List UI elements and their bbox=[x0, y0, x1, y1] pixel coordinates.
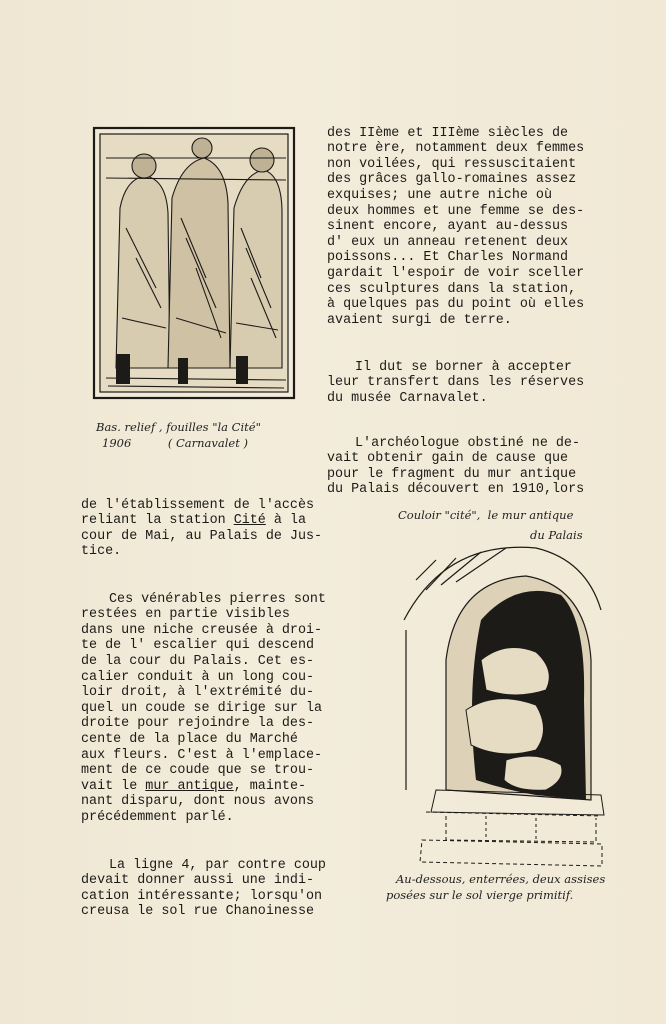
left-paragraph-2: Ces vénérables pierres sont restées en partie visibles dans une niche creusée à droi- te de l' escalier qui descend de la cour du Palais. Cet es- calier conduit à un long cou- loir droit, à l'extrémité du- quel un coude se dirige sur la droite pour rejoindre la des- cente de la place du Marché aux fleurs. C'est à l'emplace- ment de ce coude que se trou- vait le mur antique, mainte- nant disparu, dont nous avons précédemment parlé. bbox=[81, 591, 326, 825]
caption-couloir-line1: Couloir "cité", le mur antique bbox=[398, 508, 574, 522]
left-paragraph-1: de l'établissement de l'accès reliant la station Cité à la cour de Mai, au Palais de Jus- tice. bbox=[81, 497, 323, 560]
bas-relief-sketch bbox=[86, 118, 304, 416]
caption-couloir-line2: du Palais bbox=[530, 528, 583, 542]
cite-link-text: Cité bbox=[233, 513, 266, 529]
right-paragraph-3: L'archéologue obstiné ne de- vait obtenir gain de cause que pour le fragment du mur antique du Palais découvert en 1910,lors bbox=[327, 435, 585, 498]
left-paragraph-3: La ligne 4, par contre coup devait donner aussi une indi- cation intéressante; lorsqu'on creusa le sol rue Chanoinesse bbox=[81, 857, 326, 920]
couloir-mur-antique-sketch bbox=[386, 540, 616, 874]
caption-bas-relief-line2: 1906 ( Carnavalet ) bbox=[102, 436, 248, 450]
caption-assises-line2: posées sur le sol vierge primitif. bbox=[386, 888, 574, 902]
right-paragraph-2: Il dut se borner à accepter leur transfert dans les réserves du musée Carnavalet. bbox=[327, 359, 585, 406]
caption-assises-line1: Au-dessous, enterrées, deux assises bbox=[396, 872, 606, 886]
mur-antique-link-text: mur antique bbox=[145, 778, 234, 794]
right-paragraph-1: des IIème et IIIème siècles de notre ère, notamment deux femmes non voilées, qui ressuscitaient des grâces gallo-romaines assez exquises; une autre niche où deux hommes et une femme se des- sinent encore, ayant au-dessus d' eux un anneau retenent deux poissons... Et Charles Normand gardait l'espoir de voir sceller ces sculptures dans la station, à quelques pas du point où elles avaient surgi de terre. bbox=[327, 125, 585, 328]
caption-bas-relief-line1: Bas. relief , fouilles "la Cité" bbox=[96, 420, 261, 434]
